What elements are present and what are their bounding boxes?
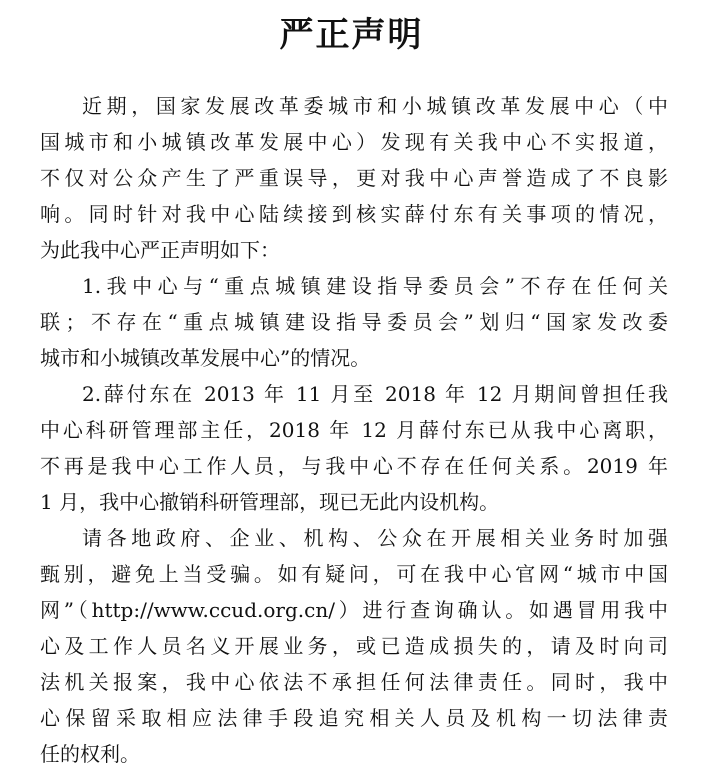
text-line: 城市和小城镇改革发展中心”的情况。 — [40, 346, 371, 370]
text-line: 国城市和小城镇改革发展中心）发现有关我中心不实报道， — [40, 130, 668, 154]
text-line: 法机关报案，我中心依法不承担任何法律责任。同时，我中 — [40, 670, 668, 694]
text-line: 1 月，我中心撤销科研管理部，现已无此内设机构。 — [40, 490, 500, 514]
text-line: 请各地政府、企业、机构、公众在开展相关业务时加强 — [82, 526, 668, 550]
text-line: 1.我中心与“重点城镇建设指导委员会”不存在任何关 — [82, 274, 668, 298]
text-line: 心保留采取相应法律手段追究相关人员及机构一切法律责 — [40, 706, 668, 730]
text-line: 甄别，避免上当受骗。如有疑问，可在我中心官网“城市中国 — [40, 562, 668, 586]
text-line: 任的权利。 — [40, 742, 140, 766]
text-line: 中心科研管理部主任，2018 年 12 月薛付东已从我中心离职， — [40, 418, 668, 442]
text-line: 近期，国家发展改革委城市和小城镇改革发展中心（中 — [82, 94, 668, 118]
text-line: 2.薛付东在 2013 年 11 月至 2018 年 12 月期间曾担任我 — [82, 382, 668, 406]
document-title: 严正声明 — [279, 15, 424, 55]
text-line: 不再是我中心工作人员，与我中心不存在任何关系。2019 年 — [40, 454, 668, 478]
text-line: 网”（http://www.ccud.org.cn/）进行查询确认。如遇冒用我中 — [40, 598, 668, 622]
statement-body — [40, 88, 668, 772]
text-line: 为此我中心严正声明如下： — [40, 238, 280, 262]
text-line: 不仅对公众产生了严重误导，更对我中心声誉造成了不良影 — [40, 166, 668, 190]
text-line: 心及工作人员名义开展业务，或已造成损失的，请及时向司 — [40, 634, 668, 658]
text-line: 响。同时针对我中心陆续接到核实薛付东有关事项的情况， — [40, 202, 668, 226]
text-line: 联；不存在“重点城镇建设指导委员会”划归“国家发改委 — [40, 310, 668, 334]
